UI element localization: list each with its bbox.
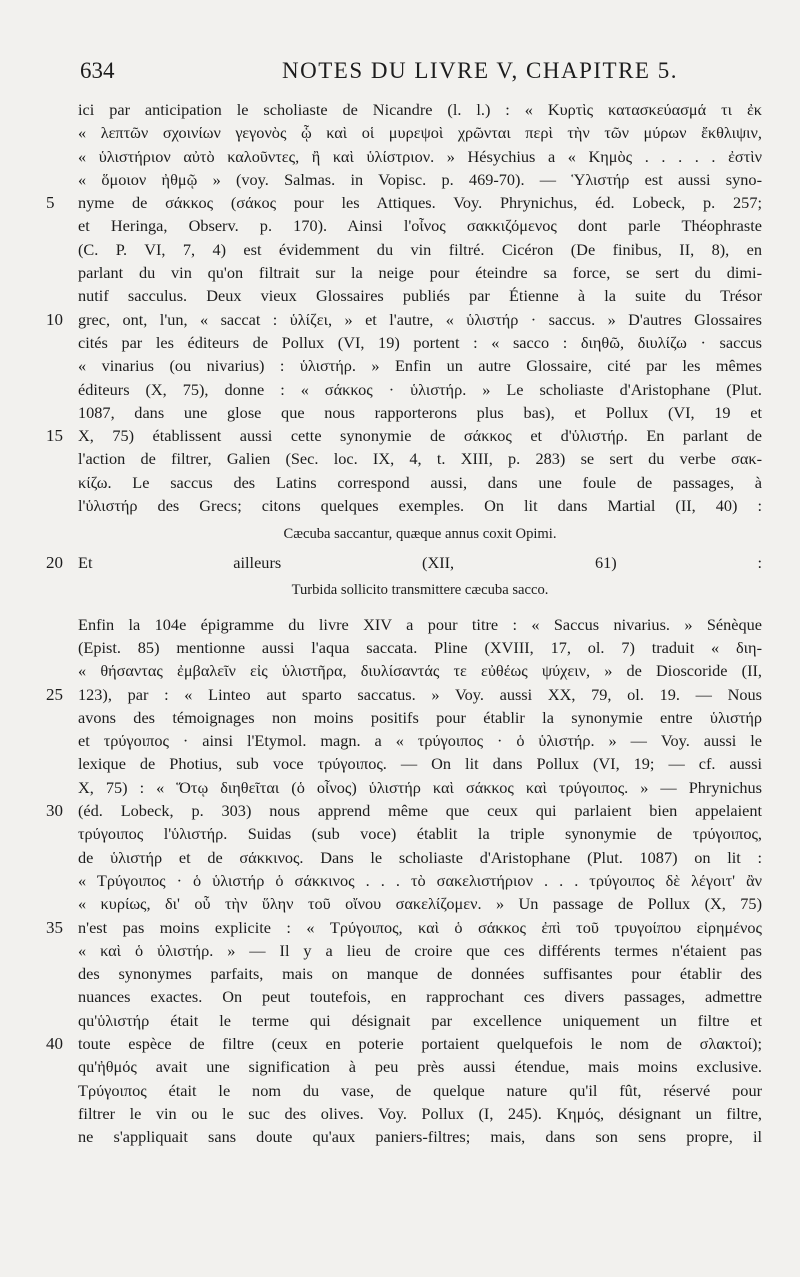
page-header — [80, 58, 760, 84]
line-text: qu'ὑλιστήρ était le terme qui désignait par excellence uniquement un filtre et — [78, 1010, 762, 1030]
text-line — [78, 1055, 762, 1078]
text-line — [78, 471, 762, 494]
line-text: nuances exactes. On peut toutefois, en rapprochant ces divers passages, admettre — [78, 987, 762, 1007]
line-text: « ὑλιστήριον αὐτὸ καλοῦντες, ἢ καὶ ὑλίστριον. » Hésychius a « Κημὸς . . . . . ἐστὶν — [78, 146, 762, 166]
text-line — [78, 846, 762, 869]
line-text: 123), par : « Linteo aut sparto saccatus. » Voy. aussi XX, 79, ol. 19. — Nous — [78, 684, 762, 704]
line-text: (éd. Lobeck, p. 303) nous apprend même que ceux qui parlaient bien appelaient — [78, 801, 762, 821]
text-line — [46, 799, 762, 822]
line-text: τρύγοιπος l'ὑλιστήρ. Suidas (sub voce) établit la triple synonymie de τρύγοιπος, — [78, 824, 762, 844]
text-line — [78, 331, 762, 354]
line-text: avons des témoignages non moins positifs pour établir la synonymie entre ὑλιστήρ — [78, 707, 762, 727]
line-text: X, 75) : « Ὅτῳ διηθεῖται (ὁ οἶνος) ὑλιστήρ καὶ σάκκος καὶ τρύγοιπος. » — Phrynichus — [78, 777, 762, 797]
text-line — [78, 1125, 762, 1148]
text-line — [78, 284, 762, 307]
text-line — [78, 822, 762, 845]
line-text: filtrer le vin ou le suc des olives. Voy. Pollux (I, 245). Κημός, désignant un filtre, — [78, 1103, 762, 1123]
page-number: 634 — [80, 58, 115, 83]
text-line — [78, 1102, 762, 1125]
line-text: X, 75) établissent aussi cette synonymie de σάκκος et d'ὑλιστήρ. En parlant de — [78, 426, 762, 446]
text-line — [78, 962, 762, 985]
line-text: 1087, dans une glose que nous rapporterons plus bas), et Pollux (VI, 19 et — [78, 402, 762, 422]
quoted-verse — [78, 575, 762, 605]
text-line — [78, 613, 762, 636]
text-line — [46, 551, 762, 574]
text-line — [78, 238, 762, 261]
line-text: n'est pas moins explicite : « Τρύγοιπος, καὶ ὁ σάκκος ἐπὶ τοῦ τρυγοίπου εἰρημένος — [78, 917, 762, 937]
line-text: qu'ἠθμός avait une signification à peu près aussi étendue, mais moins exclusive. — [78, 1057, 762, 1077]
line-number: 30 — [46, 801, 63, 821]
line-text: toute espèce de filtre (ceux en poterie portaient quelquefois le nom de σλακτοί); — [78, 1033, 762, 1053]
text-line — [78, 939, 762, 962]
line-text: nyme de σάκκος (σάκος pour les Attiques. Voy. Phrynichus, éd. Lobeck, p. 257; — [78, 193, 762, 213]
line-text: « vinarius (ou nivarius) : ὑλιστήρ. » Enfin un autre Glossaire, cité par les mêmes — [78, 356, 762, 376]
line-text: (C. P. VI, 7, 4) est évidemment du vin filtré. Cicéron (De finibus, II, 8), en — [78, 239, 762, 259]
line-text: « καὶ ὁ ὑλιστήρ. » — Il y a lieu de croire que ces différents termes n'étaient pas — [78, 940, 762, 960]
text-line — [78, 261, 762, 284]
quoted-verse — [78, 517, 762, 551]
text-line — [46, 308, 762, 331]
line-number: 5 — [46, 193, 55, 213]
line-text: « ὅμοιον ἠθμῷ » (voy. Salmas. in Vopisc. p. 469-70). — Ὑλιστήρ est aussi syno- — [78, 169, 762, 189]
line-text: Et ailleurs (XII, 61) : — [78, 553, 762, 573]
line-text: grec, ont, l'un, « saccat : ὑλίζει, » et l'autre, « ὑλιστήρ · saccus. » D'autres Glossaires — [78, 309, 762, 329]
line-text: l'ὑλιστήρ des Grecs; citons quelques exemples. On lit dans Martial (II, 40) : — [78, 496, 762, 516]
text-line — [78, 121, 762, 144]
text-line — [78, 636, 762, 659]
text-line — [78, 869, 762, 892]
line-text: « Τρύγοιπος · ὁ ὑλιστήρ ὁ σάκκινος . . . τὸ σακελιστήριον . . . τρύγοιπος δὲ λέγοιτ' ἂν — [78, 870, 762, 890]
text-line — [78, 659, 762, 682]
line-text: « κυρίως, δι' οὗ τὴν ὕλην τοῦ οἴνου σακελίζομεν. » Un passage de Pollux (X, 75) — [78, 894, 762, 914]
line-text: κίζω. Le saccus des Latins correspond aussi, dans une foule de passages, à — [78, 472, 762, 492]
text-line — [46, 1032, 762, 1055]
text-line — [78, 447, 762, 470]
line-text: l'action de filtrer, Galien (Sec. loc. IX, 4, t. XIII, p. 283) se sert du verbe σακ- — [78, 449, 762, 469]
text-line — [78, 214, 762, 237]
line-text: « θήσαντας ἐμβαλεῖν εἰς ὑλιστῆρα, διυλίσαντάς τε εὐθέως ψύχειν, » de Dioscoride (II, — [78, 661, 762, 681]
line-number: 20 — [46, 553, 63, 573]
line-text: des synonymes parfaits, mais on manque de données suffisantes pour établir des — [78, 964, 762, 984]
text-line — [78, 706, 762, 729]
text-line — [78, 98, 762, 121]
line-number: 35 — [46, 917, 63, 937]
text-line — [78, 401, 762, 424]
line-text: de ὑλιστήρ et de σάκκινος. Dans le scholiaste d'Aristophane (Plut. 1087) on lit : — [78, 847, 762, 867]
text-line — [46, 191, 762, 214]
line-text: lexique de Photius, sub voce τρύγοιπος. — On lit dans Pollux (VI, 19; — cf. aussi — [78, 754, 762, 774]
line-text: cités par les éditeurs de Pollux (VI, 19) portent : « sacco : διηθῶ, διυλίζω · saccus — [78, 332, 762, 352]
line-text: ne s'appliquait sans doute qu'aux paniers-filtres; mais, dans son sens propre, il — [78, 1127, 762, 1147]
line-text: éditeurs (X, 75), donne : « σάκκος · ὑλιστήρ. » Le scholiaste d'Aristophane (Plut. — [78, 379, 762, 399]
notes-text-body — [46, 98, 762, 1148]
line-text: « λεπτῶν σχοινίων γεγονὸς ᾧ καὶ οἱ μυρεψοὶ χρῶνται περὶ τὴν τῶν μύρων ἔκθλιψιν, — [78, 123, 762, 143]
text-line — [78, 729, 762, 752]
running-title: NOTES DU LIVRE V, CHAPITRE 5. — [282, 58, 678, 83]
text-line — [78, 985, 762, 1008]
text-line — [78, 776, 762, 799]
line-text: ici par anticipation le scholiaste de Nicandre (l. l.) : « Κυρτὶς κατασκεύασμά τι ἐκ — [78, 100, 762, 119]
line-text: nutif sacculus. Deux vieux Glossaires publiés par Étienne à la suite du Trésor — [78, 286, 762, 306]
line-number: 15 — [46, 426, 63, 446]
text-line — [78, 145, 762, 168]
text-line — [78, 1009, 762, 1032]
line-text: et Heringa, Observ. p. 170). Ainsi l'οἶνος σακκιζόμενος dont parle Théophraste — [78, 216, 762, 236]
line-number: 40 — [46, 1033, 63, 1053]
line-text: Cæcuba saccantur, quæque annus coxit Opimi. — [283, 526, 557, 543]
line-text: Enfin la 104e épigramme du livre XIV a pour titre : « Saccus nivarius. » Sénèque — [78, 614, 762, 634]
line-text: Turbida sollicito transmittere cæcuba sacco. — [291, 581, 549, 598]
text-line — [78, 168, 762, 191]
text-line — [78, 752, 762, 775]
line-number: 10 — [46, 309, 63, 329]
line-text: parlant du vin qu'on filtrait sur la neige pour éteindre sa force, se sert du dimi- — [78, 263, 762, 283]
text-line — [78, 354, 762, 377]
text-line — [46, 683, 762, 706]
text-line — [78, 1079, 762, 1102]
line-text: Τρύγοιπος était le nom du vase, de quelque nature qu'il fût, réservé pour — [78, 1080, 762, 1100]
text-line — [78, 494, 762, 517]
text-line — [46, 916, 762, 939]
line-number: 25 — [46, 684, 63, 704]
line-text: (Epist. 85) mentionne aussi l'aqua saccata. Pline (XVIII, 17, ol. 7) traduit « διη- — [78, 637, 762, 657]
line-text: et τρύγοιπος · ainsi l'Etymol. magn. a « τρύγοιπος · ὁ ὑλιστήρ. » — Voy. aussi le — [78, 731, 762, 751]
text-line — [78, 378, 762, 401]
text-line — [46, 424, 762, 447]
text-line — [78, 892, 762, 915]
